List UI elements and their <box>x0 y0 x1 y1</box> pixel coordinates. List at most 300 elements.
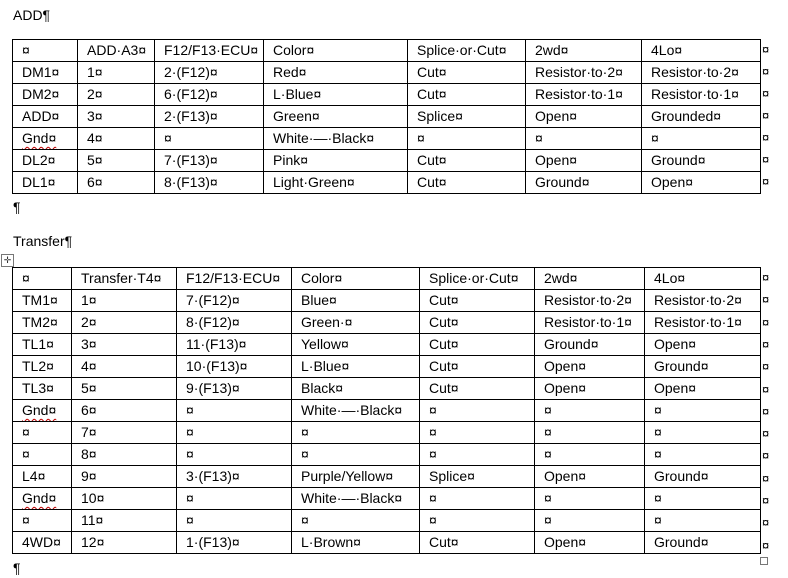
table-cell[interactable] <box>177 290 292 312</box>
table-row <box>13 488 761 510</box>
table-cell[interactable] <box>645 290 761 312</box>
table-cell[interactable] <box>292 356 420 378</box>
cell-text: 4WD¤ <box>22 534 61 550</box>
table-cell[interactable] <box>177 444 292 466</box>
add-table-row-end-mark: ¤ <box>762 108 770 123</box>
cell-text: Resistor·to·1¤ <box>654 314 742 330</box>
header-cell[interactable] <box>264 40 408 62</box>
cell-text: DL1¤ <box>22 174 56 190</box>
table-cell[interactable] <box>535 488 645 510</box>
table-cell[interactable] <box>177 356 292 378</box>
table-cell[interactable] <box>78 128 155 150</box>
cell-text: Cut¤ <box>429 534 459 550</box>
table-row <box>13 62 761 84</box>
table-cell[interactable] <box>72 422 177 444</box>
table-cell[interactable] <box>526 106 642 128</box>
table-cell[interactable] <box>13 84 78 106</box>
cell-text: Open¤ <box>535 108 578 124</box>
table-row <box>13 510 761 532</box>
cell-text: 10·(F13)¤ <box>186 358 248 374</box>
table-cell[interactable] <box>155 128 264 150</box>
cell-text: 2wd¤ <box>535 42 569 58</box>
table-cell[interactable] <box>155 84 264 106</box>
table-cell[interactable] <box>420 312 535 334</box>
cell-text: White·—·Black¤ <box>301 402 403 418</box>
cell-text: Resistor·to·2¤ <box>654 292 742 308</box>
header-cell[interactable] <box>177 268 292 290</box>
cell-text: Open¤ <box>544 380 587 396</box>
add-table-row-end-mark: ¤ <box>762 86 770 101</box>
table-row <box>13 172 761 194</box>
cell-text: F12/F13·ECU¤ <box>186 270 281 286</box>
table-cell[interactable] <box>408 106 526 128</box>
header-cell[interactable] <box>642 40 761 62</box>
transfer-table-row-end-mark: ¤ <box>762 470 770 486</box>
cell-text: ¤ <box>22 446 30 462</box>
cell-text: Resistor·to·2¤ <box>651 64 739 80</box>
table-row <box>13 444 761 466</box>
add-table-row-end-mark: ¤ <box>762 130 770 145</box>
table-cell[interactable] <box>642 62 761 84</box>
table-cell[interactable] <box>642 128 761 150</box>
cell-text: Open¤ <box>544 534 587 550</box>
table-cell[interactable] <box>292 488 420 510</box>
table-cell[interactable] <box>420 488 535 510</box>
add-wiring-table[interactable] <box>12 39 761 194</box>
table-cell[interactable] <box>177 488 292 510</box>
table-cell[interactable] <box>535 356 645 378</box>
table-cell[interactable] <box>292 378 420 400</box>
table-cell[interactable] <box>645 444 761 466</box>
table-cell[interactable] <box>264 62 408 84</box>
cell-text: Splice¤ <box>417 108 463 124</box>
table-cell[interactable] <box>13 150 78 172</box>
header-cell[interactable] <box>420 268 535 290</box>
header-cell[interactable] <box>13 268 72 290</box>
cell-text: 5¤ <box>87 152 103 168</box>
cell-text: Gnd¤ <box>22 402 57 418</box>
empty-paragraph: ¶ <box>13 199 21 215</box>
cell-text: 3¤ <box>81 336 97 352</box>
table-cell[interactable] <box>645 532 761 554</box>
header-cell[interactable] <box>535 268 645 290</box>
cell-text: Cut¤ <box>417 152 447 168</box>
cell-text: White·—·Black¤ <box>273 130 375 146</box>
cell-text: ¤ <box>186 490 194 506</box>
table-cell[interactable] <box>155 106 264 128</box>
cell-text: TM2¤ <box>22 314 58 330</box>
cell-text: 4Lo¤ <box>654 270 686 286</box>
transfer-table-row-end-mark: ¤ <box>762 403 770 419</box>
cell-text: Resistor·to·1¤ <box>544 314 632 330</box>
table-cell[interactable] <box>408 84 526 106</box>
cell-text: ¤ <box>654 490 662 506</box>
cell-text: Open¤ <box>535 152 578 168</box>
cell-text: 12¤ <box>81 534 105 550</box>
table-cell[interactable] <box>292 466 420 488</box>
table-cell[interactable] <box>13 444 72 466</box>
cell-text: ¤ <box>654 446 662 462</box>
table-move-handle-icon[interactable]: ✛ <box>1 254 14 267</box>
table-cell[interactable] <box>292 334 420 356</box>
cell-text: 7¤ <box>81 424 97 440</box>
table-cell[interactable] <box>292 510 420 532</box>
table-row <box>13 532 761 554</box>
table-cell[interactable] <box>72 444 177 466</box>
table-cell[interactable] <box>264 84 408 106</box>
table-cell[interactable] <box>420 400 535 422</box>
table-row <box>13 106 761 128</box>
table-cell[interactable] <box>13 378 72 400</box>
cell-text: ¤ <box>22 424 30 440</box>
cell-text: ¤ <box>429 512 437 528</box>
transfer-table-row-end-mark: ¤ <box>762 359 770 375</box>
table-cell[interactable] <box>642 172 761 194</box>
table-cell[interactable] <box>526 128 642 150</box>
cell-text: ¤ <box>301 512 309 528</box>
table-cell[interactable] <box>535 334 645 356</box>
cell-text: Open¤ <box>544 468 587 484</box>
header-cell[interactable] <box>78 40 155 62</box>
transfer-table-row-end-mark: ¤ <box>762 426 770 442</box>
cell-text: ¤ <box>429 402 437 418</box>
table-cell[interactable] <box>535 532 645 554</box>
table-cell[interactable] <box>78 150 155 172</box>
cell-text: TL1¤ <box>22 336 54 352</box>
table-row <box>13 150 761 172</box>
table-cell[interactable] <box>72 488 177 510</box>
table-row <box>13 290 761 312</box>
table-cell[interactable] <box>420 532 535 554</box>
table-cell[interactable] <box>264 172 408 194</box>
table-cell[interactable] <box>72 400 177 422</box>
table-cell[interactable] <box>72 356 177 378</box>
cell-text: ¤ <box>164 130 172 146</box>
table-cell[interactable] <box>292 444 420 466</box>
table-cell[interactable] <box>177 400 292 422</box>
header-cell[interactable] <box>645 268 761 290</box>
table-cell[interactable] <box>408 150 526 172</box>
table-cell[interactable] <box>13 510 72 532</box>
table-cell[interactable] <box>177 378 292 400</box>
table-cell[interactable] <box>177 334 292 356</box>
cell-text: Cut¤ <box>429 336 459 352</box>
table-header-row <box>13 268 761 290</box>
table-cell[interactable] <box>292 312 420 334</box>
table-row <box>13 84 761 106</box>
transfer-wiring-table[interactable] <box>12 267 761 554</box>
table-cell[interactable] <box>13 400 72 422</box>
cell-text: ¤ <box>417 130 425 146</box>
cell-text: Ground¤ <box>654 468 709 484</box>
cell-text: 8·(F12)¤ <box>186 314 240 330</box>
table-cell[interactable] <box>72 290 177 312</box>
table-cell[interactable] <box>13 422 72 444</box>
table-cell[interactable] <box>526 62 642 84</box>
table-cell[interactable] <box>535 312 645 334</box>
cell-text: Resistor·to·1¤ <box>535 86 623 102</box>
cell-text: 3¤ <box>87 108 103 124</box>
transfer-table-row-end-mark: ¤ <box>762 270 770 285</box>
cell-text: 6¤ <box>81 402 97 418</box>
table-cell[interactable] <box>177 532 292 554</box>
cell-text: 7·(F12)¤ <box>186 292 240 308</box>
cell-text: ¤ <box>22 512 30 528</box>
table-cell[interactable] <box>78 84 155 106</box>
table-cell[interactable] <box>420 378 535 400</box>
table-cell[interactable] <box>177 466 292 488</box>
table-cell[interactable] <box>535 400 645 422</box>
cell-text: 10¤ <box>81 490 105 506</box>
table-cell[interactable] <box>13 290 72 312</box>
table-cell[interactable] <box>535 422 645 444</box>
cell-text: Open¤ <box>654 336 697 352</box>
table-cell[interactable] <box>13 128 78 150</box>
table-cell[interactable] <box>72 510 177 532</box>
header-cell[interactable] <box>72 268 177 290</box>
table-cell[interactable] <box>526 172 642 194</box>
table-cell[interactable] <box>72 466 177 488</box>
table-cell[interactable] <box>420 334 535 356</box>
cell-text: 1·(F13)¤ <box>186 534 240 550</box>
cell-text: 4¤ <box>87 130 103 146</box>
cell-text: Open¤ <box>544 358 587 374</box>
table-cell[interactable] <box>526 84 642 106</box>
table-cell[interactable] <box>292 400 420 422</box>
add-table-row-end-mark: ¤ <box>762 64 770 79</box>
cell-text: Transfer·T4¤ <box>81 270 162 286</box>
cell-text: ADD·A3¤ <box>87 42 147 58</box>
table-cell[interactable] <box>13 488 72 510</box>
table-cell[interactable] <box>645 312 761 334</box>
table-cell[interactable] <box>13 172 78 194</box>
cell-text: TL3¤ <box>22 380 54 396</box>
table-cell[interactable] <box>78 62 155 84</box>
cell-text: ¤ <box>186 402 194 418</box>
table-cell[interactable] <box>78 106 155 128</box>
cell-text: Ground¤ <box>654 534 709 550</box>
transfer-table-row-end-mark: ¤ <box>762 336 770 352</box>
table-cell[interactable] <box>177 510 292 532</box>
table-cell[interactable] <box>535 466 645 488</box>
table-cell[interactable] <box>264 128 408 150</box>
cell-text: Blue¤ <box>301 292 337 308</box>
cell-text: 5¤ <box>81 380 97 396</box>
cell-text: 2¤ <box>81 314 97 330</box>
heading-transfer: Transfer¶ <box>13 233 73 249</box>
cell-text: Grounded¤ <box>651 108 722 124</box>
table-cell[interactable] <box>155 62 264 84</box>
table-cell[interactable] <box>420 444 535 466</box>
cell-text: Pink¤ <box>273 152 309 168</box>
heading-add: ADD¶ <box>13 7 51 23</box>
cell-text: ¤ <box>654 402 662 418</box>
table-row <box>13 422 761 444</box>
cell-text: TL2¤ <box>22 358 54 374</box>
cell-text: Resistor·to·2¤ <box>544 292 632 308</box>
table-row <box>13 400 761 422</box>
cell-text: 7·(F13)¤ <box>164 152 218 168</box>
table-cell[interactable] <box>13 356 72 378</box>
table-cell[interactable] <box>535 290 645 312</box>
table-cell[interactable] <box>177 422 292 444</box>
table-cell[interactable] <box>420 422 535 444</box>
table-cell[interactable] <box>642 84 761 106</box>
cell-text: ¤ <box>544 490 552 506</box>
table-cell[interactable] <box>264 106 408 128</box>
cell-text: ¤ <box>544 512 552 528</box>
cell-text: Resistor·to·2¤ <box>535 64 623 80</box>
table-cell[interactable] <box>13 466 72 488</box>
cell-text: Splice¤ <box>429 468 475 484</box>
table-cell[interactable] <box>645 334 761 356</box>
table-cell[interactable] <box>264 150 408 172</box>
table-cell[interactable] <box>72 532 177 554</box>
table-cell[interactable] <box>645 356 761 378</box>
cell-text: ¤ <box>654 512 662 528</box>
cell-text: ¤ <box>186 446 194 462</box>
cell-text: Color¤ <box>273 42 315 58</box>
cell-text: Cut¤ <box>417 174 447 190</box>
transfer-table-row-end-mark: ¤ <box>762 314 770 330</box>
table-cell[interactable] <box>13 312 72 334</box>
cell-text: Cut¤ <box>429 314 459 330</box>
cell-text: 2·(F12)¤ <box>164 64 218 80</box>
cell-text: 2·(F13)¤ <box>164 108 218 124</box>
cell-text: 8¤ <box>81 446 97 462</box>
cell-text: Black¤ <box>301 380 344 396</box>
table-cell[interactable] <box>526 150 642 172</box>
cell-text: Ground¤ <box>654 358 709 374</box>
table-cell[interactable] <box>420 510 535 532</box>
cell-text: ¤ <box>544 402 552 418</box>
cell-text: Gnd¤ <box>22 490 57 506</box>
header-cell[interactable] <box>13 40 78 62</box>
table-cell[interactable] <box>645 488 761 510</box>
table-cell[interactable] <box>408 62 526 84</box>
table-cell[interactable] <box>535 444 645 466</box>
cell-text: ADD¤ <box>22 108 60 124</box>
cell-text: DM1¤ <box>22 64 60 80</box>
table-cell[interactable] <box>78 172 155 194</box>
table-cell[interactable] <box>72 378 177 400</box>
table-cell[interactable] <box>420 290 535 312</box>
header-cell[interactable] <box>292 268 420 290</box>
cell-text: ¤ <box>301 424 309 440</box>
add-table-row-end-mark: ¤ <box>762 42 770 57</box>
table-cell[interactable] <box>645 466 761 488</box>
cell-text: L·Brown¤ <box>301 534 361 550</box>
table-cell[interactable] <box>420 356 535 378</box>
cell-text: Light·Green¤ <box>273 174 355 190</box>
table-cell[interactable] <box>13 62 78 84</box>
cell-text: Ground¤ <box>544 336 599 352</box>
cell-text: DL2¤ <box>22 152 56 168</box>
table-cell[interactable] <box>535 510 645 532</box>
cell-text: 6·(F12)¤ <box>164 86 218 102</box>
table-cell[interactable] <box>642 106 761 128</box>
header-cell[interactable] <box>155 40 264 62</box>
table-cell[interactable] <box>13 334 72 356</box>
cell-text: ¤ <box>654 424 662 440</box>
table-cell[interactable] <box>155 150 264 172</box>
table-cell[interactable] <box>13 106 78 128</box>
table-cell[interactable] <box>408 172 526 194</box>
cell-text: Gnd¤ <box>22 130 57 146</box>
header-cell[interactable] <box>408 40 526 62</box>
cell-text: Red¤ <box>273 64 307 80</box>
table-cell[interactable] <box>292 422 420 444</box>
cell-text: 3·(F13)¤ <box>186 468 240 484</box>
cell-text: ¤ <box>186 512 194 528</box>
cell-text: F12/F13·ECU¤ <box>164 42 259 58</box>
empty-paragraph-end: ¶ <box>13 560 21 576</box>
cell-text: 9¤ <box>81 468 97 484</box>
add-table-row-end-mark: ¤ <box>762 174 770 189</box>
cell-text: ¤ <box>301 446 309 462</box>
cell-text: 4¤ <box>81 358 97 374</box>
cell-text: DM2¤ <box>22 86 60 102</box>
table-cell[interactable] <box>642 150 761 172</box>
table-row <box>13 356 761 378</box>
table-resize-handle-icon[interactable] <box>760 557 768 565</box>
table-cell[interactable] <box>72 334 177 356</box>
table-cell[interactable] <box>408 128 526 150</box>
cell-text: L4¤ <box>22 468 46 484</box>
table-cell[interactable] <box>292 532 420 554</box>
cell-text: 9·(F13)¤ <box>186 380 240 396</box>
cell-text: 6¤ <box>87 174 103 190</box>
transfer-table-row-end-mark: ¤ <box>762 448 770 464</box>
cell-text: Splice·or·Cut¤ <box>417 42 507 58</box>
table-cell[interactable] <box>535 378 645 400</box>
table-cell[interactable] <box>420 466 535 488</box>
cell-text: Cut¤ <box>429 380 459 396</box>
table-cell[interactable] <box>155 172 264 194</box>
cell-text: White·—·Black¤ <box>301 490 403 506</box>
transfer-table-row-end-mark: ¤ <box>762 381 770 397</box>
table-cell[interactable] <box>645 422 761 444</box>
table-cell[interactable] <box>645 378 761 400</box>
header-cell[interactable] <box>526 40 642 62</box>
cell-text: Cut¤ <box>417 86 447 102</box>
cell-text: 8·(F13)¤ <box>164 174 218 190</box>
cell-text: ¤ <box>651 130 659 146</box>
cell-text: 1¤ <box>87 64 103 80</box>
table-cell[interactable] <box>645 510 761 532</box>
table-cell[interactable] <box>13 532 72 554</box>
table-cell[interactable] <box>292 290 420 312</box>
add-table-row-end-mark: ¤ <box>762 152 770 167</box>
cell-text: ¤ <box>22 42 30 58</box>
cell-text: ¤ <box>429 424 437 440</box>
table-row <box>13 128 761 150</box>
table-cell[interactable] <box>177 312 292 334</box>
table-cell[interactable] <box>645 400 761 422</box>
cell-text: Open¤ <box>654 380 697 396</box>
table-cell[interactable] <box>72 312 177 334</box>
cell-text: Ground¤ <box>535 174 590 190</box>
cell-text: 4Lo¤ <box>651 42 683 58</box>
cell-text: ¤ <box>544 424 552 440</box>
transfer-table-row-end-mark: ¤ <box>762 292 770 308</box>
cell-text: 11¤ <box>81 512 104 528</box>
cell-text: ¤ <box>535 130 543 146</box>
table-row <box>13 466 761 488</box>
table-row <box>13 312 761 334</box>
cell-text: Green·¤ <box>301 314 353 330</box>
cell-text: 1¤ <box>81 292 97 308</box>
